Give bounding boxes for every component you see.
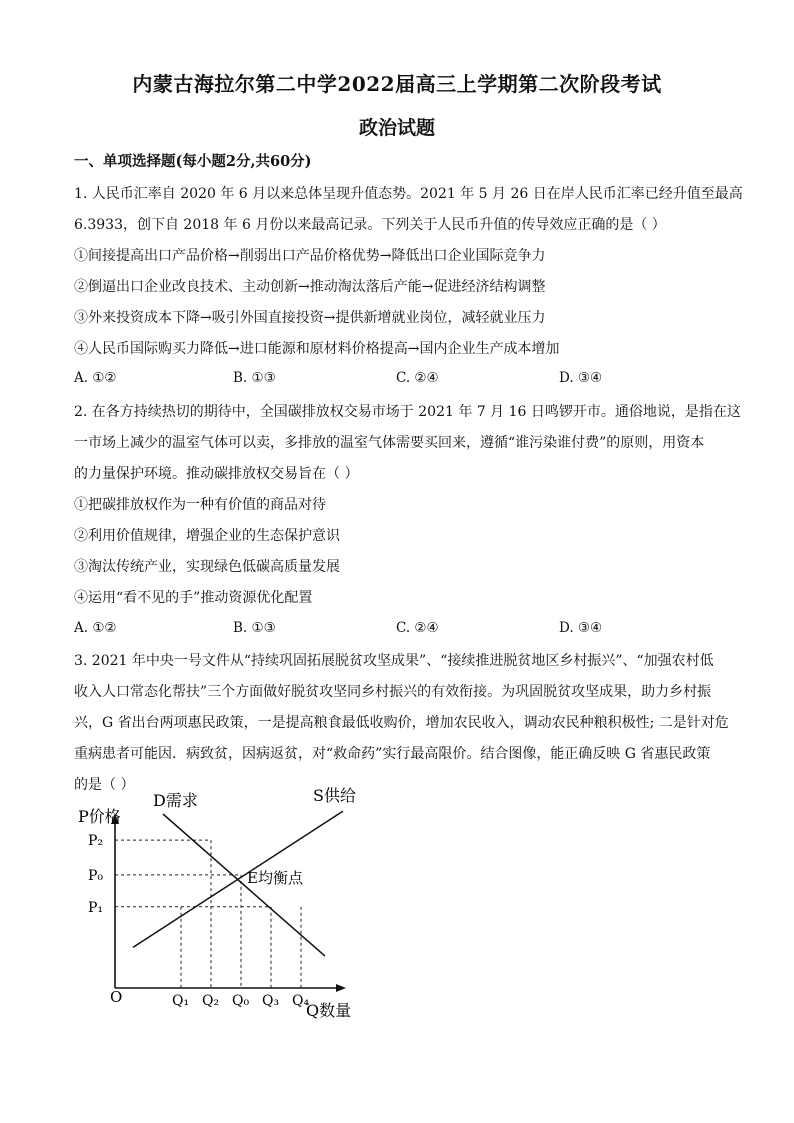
x-tick-q2: Q₂ (202, 993, 220, 1009)
y-tick-p2: P₂ (88, 833, 104, 850)
question-2-line-2: 一市场上减少的温室气体可以卖，多排放的温室气体需要买回来，遵循“谁污染谁付费”的原则，用资本 (74, 435, 705, 451)
chart-curves (133, 811, 343, 956)
x-tick-q4: Q₄ (292, 993, 310, 1009)
question-1-line-2: 6.3933，创下自 2018 年 6 月份以来最高记录。下列关于人民币升值的传导效应正确的是（ ） (74, 217, 666, 233)
question-1-statement-3: ③外来投资成本下降→吸引外国直接投资→提供新增就业岗位，减轻就业压力 (74, 310, 546, 326)
supply-label: S供给 (313, 786, 356, 806)
x-tick-q1: Q₁ (172, 993, 190, 1009)
exam-title: 内蒙古海拉尔第二中学2022届高三上学期第二次阶段考试 (132, 72, 662, 96)
question-1-statement-1: ①间接提高出口产品价格→削弱出口产品价格优势→降低出口企业国际竞争力 (74, 248, 546, 264)
question-2-option-a[interactable]: A. ①② (74, 620, 117, 636)
question-2-line-1: 2. 在各方持续热切的期待中，全国碳排放权交易市场于 2021 年 7 月 16 日鸣锣开市。通俗地说，是指在这 (74, 404, 741, 420)
question-1-option-a[interactable]: A. ①② (74, 370, 117, 386)
supply-curve (133, 811, 343, 947)
chart-axes (111, 814, 346, 992)
question-1-line-1: 1. 人民币汇率自 2020 年 6 月以来总体呈现升值态势。2021 年 5 月 26 日在岸人民币汇率已经升值至最高 (74, 186, 743, 202)
equilibrium-label: E均衡点 (247, 868, 303, 887)
y-tick-p1: P₁ (88, 899, 104, 916)
x-tick-q0: Q₀ (232, 993, 250, 1009)
x-tick-q3: Q₃ (262, 993, 280, 1009)
question-1-statement-2: ②倒逼出口企业改良技术、主动创新→推动淘汰落后产能→促进经济结构调整 (74, 279, 546, 295)
x-axis-arrow (336, 984, 346, 992)
question-1-statement-4: ④人民币国际购买力降低→进口能源和原材料价格提高→国内企业生产成本增加 (74, 341, 560, 357)
question-1-option-d[interactable]: D. ③④ (559, 370, 603, 386)
y-axis-label: P价格 (78, 807, 121, 826)
x-axis-label: Q数量 (306, 1001, 352, 1020)
question-3-line-1: 3. 2021 年中央一号文件从“持续巩固拓展脱贫攻坚成果”、“接续推进脱贫地区乡村振兴”、“加强农村低 (74, 653, 714, 669)
question-2-statement-4: ④运用“看不见的手”推动资源优化配置 (74, 590, 313, 606)
question-2-option-c[interactable]: C. ②④ (396, 620, 439, 636)
question-2-line-3: 的力量保护环境。推动碳排放权交易旨在（ ） (74, 466, 359, 482)
origin-label: O (110, 988, 123, 1006)
question-1-option-c[interactable]: C. ②④ (396, 370, 439, 386)
demand-label: D需求 (153, 791, 198, 810)
question-2-option-d[interactable]: D. ③④ (559, 620, 603, 636)
exam-subtitle: 政治试题 (358, 117, 435, 139)
question-2-statement-3: ③淘汰传统产业，实现绿色低碳高质量发展 (74, 559, 340, 575)
section-heading: 一、单项选择题(每小题2分,共60分) (74, 153, 312, 170)
question-1-option-b[interactable]: B. ①③ (233, 370, 276, 386)
question-3-line-4: 重病患者可能因．病致贫，因病返贫，对“救命药”实行最高限价。结合图像，能正确反映 G 省惠民政策 (74, 746, 711, 762)
question-3-line-5: 的是（ ） (74, 777, 135, 793)
question-2-statement-2: ②利用价值规律，增强企业的生态保护意识 (74, 528, 340, 544)
y-tick-p0: P₀ (88, 867, 104, 884)
question-2-option-b[interactable]: B. ①③ (233, 620, 276, 636)
question-2-statement-1: ①把碳排放权作为一种有价值的商品对待 (74, 497, 326, 513)
dashed-guides (115, 840, 301, 988)
question-3-line-2: 收入人口常态化帮扶”三个方面做好脱贫攻坚同乡村振兴的有效衔接。为巩固脱贫攻坚成果，助力乡村振 (74, 684, 712, 700)
supply-demand-chart (70, 786, 370, 1030)
question-3-line-3: 兴，G 省出台两项惠民政策，一是提高粮食最低收购价，增加农民收入，调动农民种粮积极性; 二是针对危 (74, 715, 729, 731)
chart-labels (78, 786, 356, 1020)
